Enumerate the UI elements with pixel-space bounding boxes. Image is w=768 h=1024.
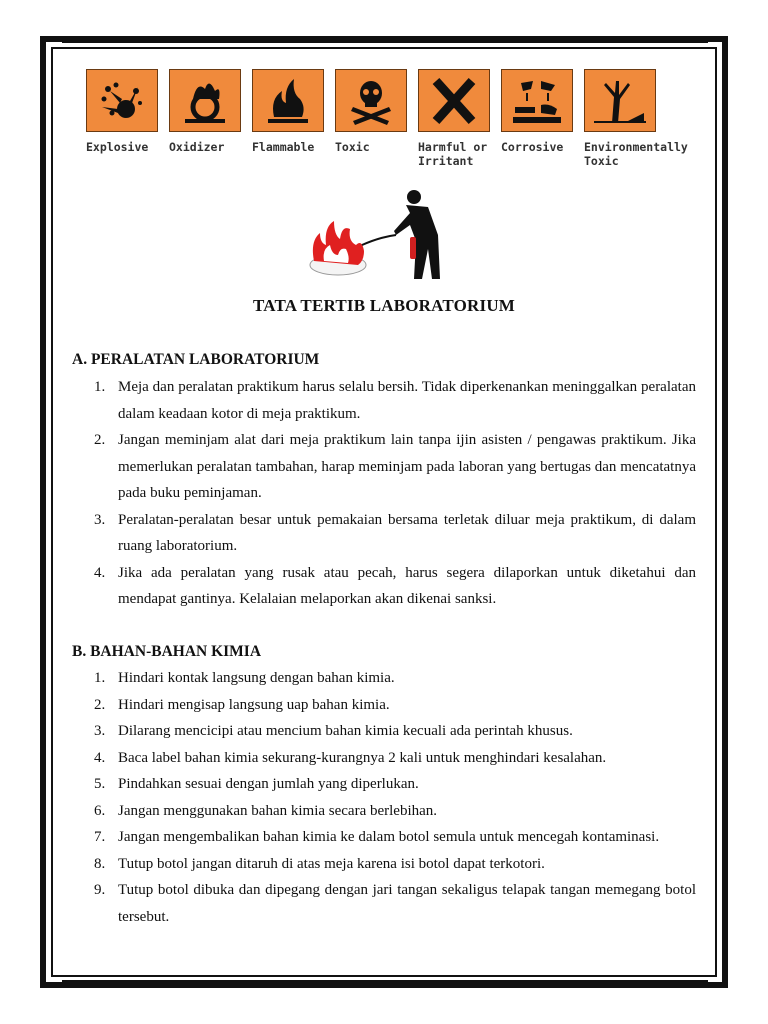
list-item: 5. Pindahkan sesuai dengan jumlah yang diperlukan.: [94, 776, 419, 792]
list-item: 2. Hindari mengisap langsung uap bahan kimia.: [94, 696, 390, 713]
hazard-harmful-irritant: [418, 69, 493, 168]
flammable-icon: [252, 69, 324, 132]
explosive-icon: [86, 69, 158, 132]
list-item: 2. Jangan meminjam alat dari meja praktikum lain tanpa ijin asisten / pengawas praktikum. Jika memerlukan peralatan tambahan, harap meminjam pada laboran yang bertugas dan mencatatnya pada buku peminjaman.: [94, 432, 696, 501]
hazard-explosive: [86, 69, 161, 154]
list-item: 8. Tutup botol jangan ditaruh di atas meja karena isi botol dapat terkotori.: [94, 855, 545, 872]
toxic-icon: [335, 69, 407, 132]
list-item: 3. Peralatan-peralatan besar untuk pemakaian bersama terletak diluar meja praktikum, di dalam ruang laboratorium.: [94, 511, 696, 554]
section-b-heading: B. BAHAN-BAHAN KIMIA: [72, 643, 262, 660]
hazard-label: Flammable: [252, 140, 315, 154]
hazard-symbols: [86, 69, 686, 179]
list-item: 1. Hindari kontak langsung dengan bahan kimia.: [94, 670, 395, 686]
list-item: 4. Jika ada peralatan yang rusak atau pecah, harus segera dilaporkan untuk diketahui dan mendapat gantinya. Kelalaian melaporkan akan dikenai sanksi.: [94, 564, 696, 607]
hazard-corrosive: [501, 69, 576, 154]
hazard-label: Corrosive: [501, 140, 564, 154]
section-a-list: [94, 374, 696, 613]
section-b-list: [94, 665, 696, 930]
section-a-heading: A. PERALATAN LABORATORIUM: [72, 351, 320, 368]
hazard-flammable: [252, 69, 327, 154]
list-item: 4. Baca label bahan kimia sekurang-kurangnya 2 kali untuk menghindari kesalahan.: [94, 749, 607, 766]
border-accent-bottom: [62, 980, 708, 983]
oxidizer-icon: [169, 69, 241, 132]
border-accent-top: [62, 40, 708, 43]
hazard-label: Oxidizer: [169, 140, 225, 154]
harmful-irritant-icon: [418, 69, 490, 132]
list-item: 1. Meja dan peralatan praktikum harus selalu bersih. Tidak diperkenankan meninggalkan peralatan dalam keadaan kotor di meja praktikum.: [94, 379, 696, 422]
hazard-label: Harmful or Irritant: [418, 140, 488, 168]
environmentally-toxic-icon: [584, 69, 656, 132]
hazard-label: Toxic: [335, 140, 370, 154]
corrosive-icon: [501, 69, 573, 132]
list-item: 7. Jangan mengembalikan bahan kimia ke dalam botol semula untuk mencegah kontaminasi.: [94, 829, 660, 845]
fire-extinguisher-illustration: [300, 185, 470, 285]
hazard-oxidizer: [169, 69, 244, 154]
list-item: 3. Dilarang mencicipi atau mencium bahan kimia kecuali ada perintah khusus.: [94, 723, 573, 739]
hazard-environmentally-toxic: [584, 69, 688, 168]
page-title: TATA TERTIB LABORATORIUM: [252, 296, 516, 315]
hazard-label: Explosive: [86, 140, 149, 154]
hazard-label: Environmentally Toxic: [584, 140, 688, 168]
list-item: 6. Jangan menggunakan bahan kimia secara berlebihan.: [94, 802, 438, 819]
list-item: 9. Tutup botol dibuka dan dipegang dengan jari tangan sekaligus telapak tangan memegang botol tersebut.: [94, 882, 696, 925]
hazard-toxic: [335, 69, 410, 154]
